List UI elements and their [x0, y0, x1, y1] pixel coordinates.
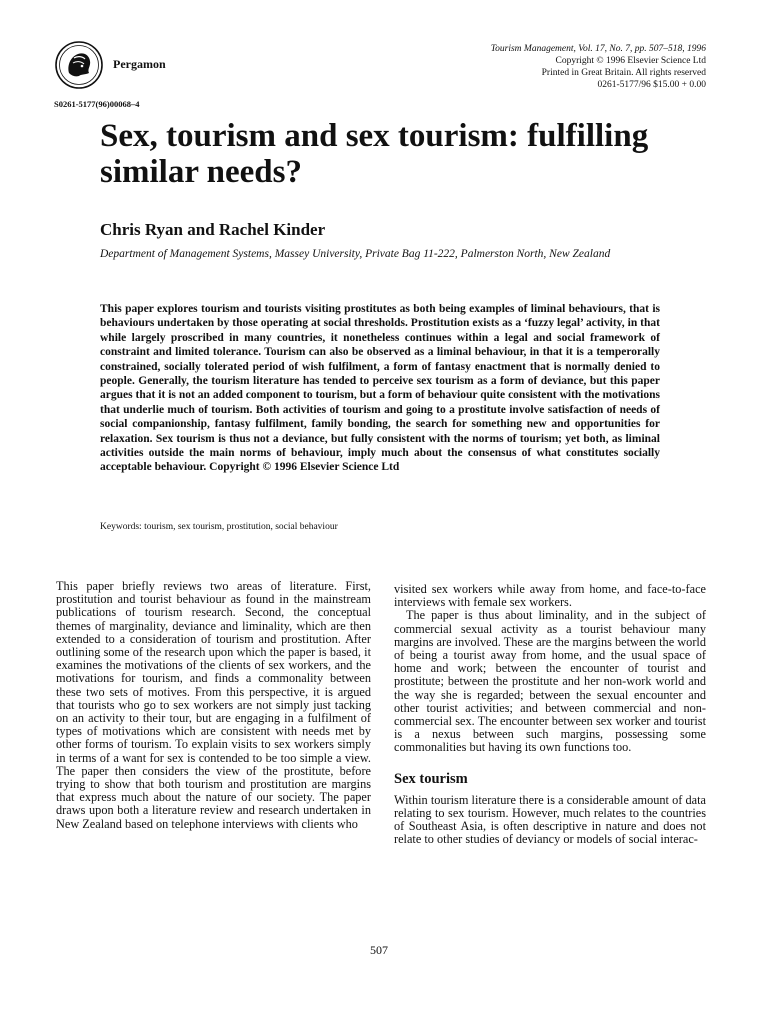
abstract: This paper explores tourism and tourists visiting prostitutes as both being examples of liminal behaviours, that is behaviours undertaken by those operating at social thresholds. Prostitution exists as a ‘fuzzy legal’ activity, in that while largely proscribed in many countries, it nonetheless continues within a legal and social framework of constraint and limited tolerance. Tourism can also be observed as a liminal behaviour, in that it is a temperorally constrained, socially tolerated period of wish fulfilment, a form of fantasy enactment that is normally denied to people. Generally, the tourism literature has tended to perceive sex tourism as a form of deviance, but this paper argues that it is not an added component to tourism, but a form of behaviour quite consistent with the motivations that underlie much of tourism. Both activities of tourism and going to a prostitute involve satisfaction of needs of social companionship, fantasy fulfilment, family bonding, the search for something new and opportunities for relaxation. Sex tourism is thus not a deviance, but fully consistent with the norms of tourism; yet both, as liminal activities outside the main norms of behaviour, imply much about the consensus of what constitutes socially acceptable behaviour. Copyright © 1996 Elsevier Science Ltd — [100, 303, 660, 474]
printed-line: Printed in Great Britain. All rights reserved — [541, 68, 706, 78]
journal-citation: Tourism Management, Vol. 17, No. 7, pp. 507–518, 1996 — [490, 44, 706, 54]
body-right-column — [394, 583, 706, 847]
publisher-name: Pergamon — [113, 57, 166, 71]
pergamon-logo-icon — [54, 40, 104, 90]
section-heading: Sex tourism — [394, 770, 468, 787]
page-number: 507 — [370, 943, 388, 957]
body-paragraph: visited sex workers while away from home, and face-to-face interviews with female sex workers. — [394, 582, 706, 610]
copyright-line: Copyright © 1996 Elsevier Science Ltd — [555, 56, 706, 66]
body-paragraph: This paper briefly reviews two areas of literature. First, prostitution and tourist behaviour as found in the mainstream publications of tourism research. Second, the conceptual themes of marginality, deviance and liminality, which are then extended to a consideration of tourism and prostitution. After outlining some of the research upon which the paper is based, it examines the motivations of the clients of sex workers, and the motivations for tourism, and finds a commonality between these two sets of motives. From this perspective, it is argued that tourists who go to sex workers are not simply just tacking on an activity to their tour, but are engaging in a fulfilment of types of motivations which are consistent with needs met by other forms of tourism. To explain visits to sex workers simply in terms of a want for sex is contended to be too simple a view. The paper then considers the view of the prostitute, before trying to show that both tourism and prostitution are margins that express much about the nature of our society. The paper draws upon both a literature review and research undertaken in New Zealand based on telephone interviews with clients who — [56, 579, 371, 831]
document-code: S0261-5177(96)00068–4 — [54, 99, 140, 109]
affiliation: Department of Management Systems, Massey University, Private Bag 11-222, Palmerston North, New Zealand — [100, 248, 611, 260]
publication-info — [386, 43, 706, 91]
article-title: Sex, tourism and sex tourism: fulfilling similar needs? — [100, 118, 649, 190]
body-paragraph: Within tourism literature there is a considerable amount of data relating to sex tourism. However, much relates to the countries of Southeast Asia, is often descriptive in nature and does not relate to other studies of deviancy or models of social interac- — [394, 792, 706, 847]
price-line: 0261-5177/96 $15.00 + 0.00 — [597, 80, 706, 90]
keywords: Keywords: tourism, sex tourism, prostitution, social behaviour — [100, 522, 338, 532]
body-paragraph: The paper is thus about liminality, and in the subject of commercial sexual activity as a tourist behaviour many margins are involved. These are the margins between the world of being a tourist away from home, and the usual space of home and work; between the encounter of tourist and prostitute; between the prostitute and her non-work world and the way she is regarded; between the sexual encounter and other tourist activities; and between commercial and non-commercial sex. The encounter between sex worker and tourist is a nexus between such margins, possessing some commonalities but having its own functions too. — [394, 608, 706, 755]
authors: Chris Ryan and Rachel Kinder — [100, 220, 326, 239]
body-left-column — [56, 580, 371, 831]
